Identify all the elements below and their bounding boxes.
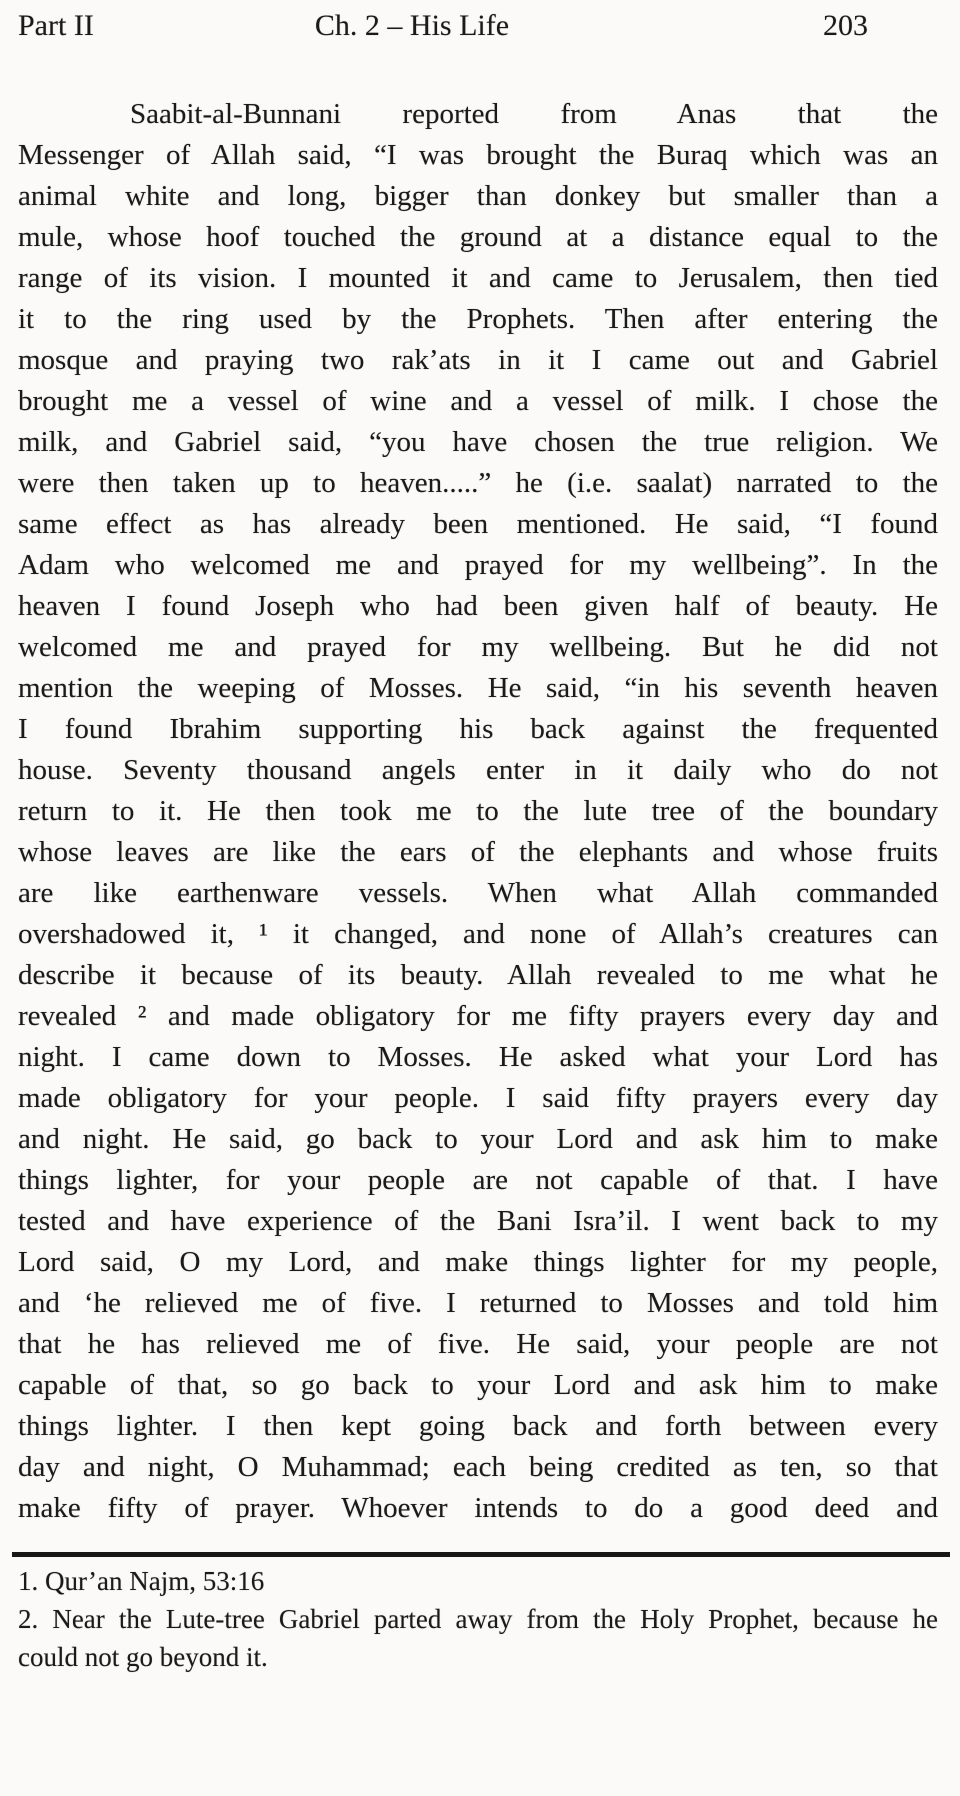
footnote-divider-rule [12, 1552, 950, 1557]
running-head-chapter: Ch. 2 – His Life [314, 9, 510, 42]
text-line: are like earthenware vessels. When what Allah commanded [18, 877, 938, 909]
text-line: milk, and Gabriel said, “you have chosen the true religion. We [18, 426, 938, 458]
text-line: describe it because of its beauty. Allah revealed to me what he [18, 959, 938, 991]
text-line: and ‘he relieved me of five. I returned to Mosses and told him [18, 1287, 938, 1319]
text-line: return to it. He then took me to the lute tree of the boundary [18, 795, 938, 827]
text-line: that he has relieved me of five. He said, your people are not [18, 1328, 938, 1360]
text-line: Adam who welcomed me and prayed for my wellbeing”. In the [18, 549, 938, 581]
text-line: animal white and long, bigger than donkey but smaller than a [18, 180, 938, 212]
text-line: overshadowed it, ¹ it changed, and none of Allah’s creatures can [18, 918, 938, 950]
footnote-1: 1. Qur’an Najm, 53:16 [18, 1566, 265, 1596]
text-line: range of its vision. I mounted it and came to Jerusalem, then tied [18, 262, 938, 294]
text-line: tested and have experience of the Bani Isra’il. I went back to my [18, 1205, 938, 1237]
footnote-2-line-1: 2. Near the Lute-tree Gabriel parted away from the Holy Prophet, because he [18, 1604, 938, 1634]
text-line: day and night, O Muhammad; each being credited as ten, so that [18, 1451, 938, 1483]
page-number: 203 [823, 9, 868, 42]
text-line: things lighter, for your people are not capable of that. I have [18, 1164, 938, 1196]
text-line: night. I came down to Mosses. He asked what your Lord has [18, 1041, 938, 1073]
text-line: brought me a vessel of wine and a vessel of milk. I chose the [18, 385, 938, 417]
text-line: I found Ibrahim supporting his back against the frequented [18, 713, 938, 745]
text-line: Lord said, O my Lord, and make things lighter for my people, [18, 1246, 938, 1278]
text-line: mention the weeping of Mosses. He said, “in his seventh heaven [18, 672, 938, 704]
text-line: house. Seventy thousand angels enter in it daily who do not [18, 754, 938, 786]
text-line: Saabit-al-Bunnani reported from Anas that the [130, 98, 938, 130]
running-head-part: Part II [18, 9, 94, 42]
text-line: make fifty of prayer. Whoever intends to do a good deed and [18, 1492, 938, 1524]
footnote-2-line-2: could not go beyond it. [18, 1642, 268, 1672]
text-line: things lighter. I then kept going back and forth between every [18, 1410, 938, 1442]
text-line: welcomed me and prayed for my wellbeing. But he did not [18, 631, 938, 663]
page-header [0, 0, 960, 60]
text-line: made obligatory for your people. I said fifty prayers every day [18, 1082, 938, 1114]
text-line: were then taken up to heaven.....” he (i.e. saalat) narrated to the [18, 467, 938, 499]
footnotes [18, 1562, 938, 1676]
text-line: capable of that, so go back to your Lord and ask him to make [18, 1369, 938, 1401]
text-line: mule, whose hoof touched the ground at a distance equal to the [18, 221, 938, 253]
text-line: same effect as has already been mentioned. He said, “I found [18, 508, 938, 540]
body-paragraph [18, 94, 938, 1529]
text-line: mosque and praying two rak’ats in it I came out and Gabriel [18, 344, 938, 376]
text-line: Messenger of Allah said, “I was brought the Buraq which was an [18, 139, 938, 171]
text-line: revealed ² and made obligatory for me fifty prayers every day and [18, 1000, 938, 1032]
text-line: heaven I found Joseph who had been given half of beauty. He [18, 590, 938, 622]
text-line: it to the ring used by the Prophets. Then after entering the [18, 303, 938, 335]
text-line: whose leaves are like the ears of the elephants and whose fruits [18, 836, 938, 868]
text-line: and night. He said, go back to your Lord and ask him to make [18, 1123, 938, 1155]
